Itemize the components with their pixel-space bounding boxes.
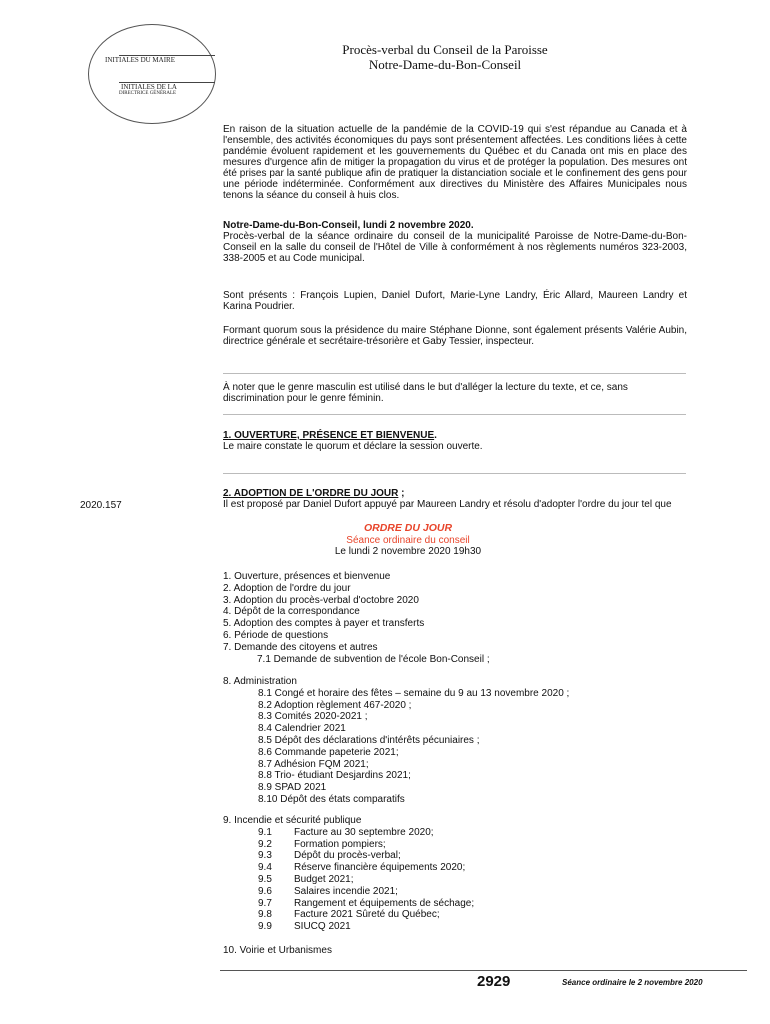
agenda-subitem: 8.4 Calendrier 2021 bbox=[258, 723, 346, 735]
divider bbox=[223, 414, 686, 415]
title-line-2: Notre-Dame-du-Bon-Conseil bbox=[368, 57, 522, 72]
agenda-subitem bbox=[223, 839, 474, 851]
agenda-section-title: 9. Incendie et sécurité publique bbox=[223, 815, 362, 826]
agenda-subitem-number: 9.6 bbox=[258, 885, 272, 897]
agenda-subitem-label: Réserve financière équipements 2020; bbox=[294, 862, 466, 874]
agenda-list-1 bbox=[223, 571, 490, 665]
agenda-subitem: 8.3 Comités 2020-2021 ; bbox=[258, 711, 368, 723]
agenda-subitem-label: Facture au 30 septembre 2020; bbox=[294, 826, 434, 838]
agenda-subitem: 7.1 Demande de subvention de l'école Bon-Conseil ; bbox=[257, 653, 490, 665]
session-block bbox=[223, 220, 687, 264]
page-title bbox=[300, 42, 590, 72]
agenda-subitem: 8.7 Adhésion FQM 2021; bbox=[258, 758, 369, 770]
divider bbox=[223, 473, 686, 474]
section-2-text: Il est proposé par Daniel Dufort appuyé par Maureen Landry et résolu d'adopter l'ordre du jour tel que bbox=[223, 499, 672, 510]
agenda-subitem-number: 9.1 bbox=[258, 826, 272, 838]
intro-paragraph: En raison de la situation actuelle de la pandémie de la COVID-19 qui s'est répandue au Canada et à l'ensemble, des activités économiques du pays sont présentement affectées. Les conditions liées à cette pandémie évoluent rapidement et les gouvernements du Québec et du Canada ont mis en place des mesures d'urgence afin de mitiger la propagation du virus et de protéger la population. Des mesures ont été prises par la santé publique afin de pratiquer la distanciation sociale et le confinement des gens pour une période indéterminée. Conformément aux directives du Ministère des Affaires Municipales nous tenons la séance du conseil à huis clos. bbox=[223, 124, 687, 201]
agenda-subitem bbox=[223, 874, 474, 886]
agenda-subitem-label: Rangement et équipements de séchage; bbox=[294, 897, 475, 909]
agenda-subitem bbox=[223, 862, 474, 874]
session-heading: Notre-Dame-du-Bon-Conseil, lundi 2 novembre 2020. bbox=[223, 220, 474, 231]
agenda-subitem: 8.2 Adoption règlement 467-2020 ; bbox=[258, 699, 412, 711]
agenda-subitem-label: Dépôt du procès-verbal; bbox=[294, 850, 401, 862]
dg-initials-label-2: DIRECTRICE GÉNÉRALE bbox=[119, 91, 177, 96]
agenda-subitem-number: 9.5 bbox=[258, 873, 272, 885]
page-number: 2929 bbox=[477, 973, 511, 990]
agenda-subitem bbox=[223, 898, 474, 910]
section-2: 2. ADOPTION DE L'ORDRE DU JOUR ; Il est proposé par Daniel Dufort appuyé par Maureen Landry et résolu d'adopter l'ordre du jour tel que bbox=[223, 488, 687, 510]
divider bbox=[223, 373, 686, 374]
agenda-subitem-number: 9.7 bbox=[258, 897, 272, 909]
agenda-subitem: 8.1 Congé et horaire des fêtes – semaine du 9 au 13 novembre 2020 ; bbox=[258, 687, 570, 699]
agenda-item: 5. Adoption des comptes à payer et transferts bbox=[223, 618, 425, 630]
agenda-subitem-number: 9.4 bbox=[258, 862, 272, 874]
agenda-section-title: 10. Voirie et Urbanismes bbox=[223, 945, 332, 956]
agenda-subitem bbox=[223, 886, 474, 898]
section-1-title: 1. OUVERTURE, PRÉSENCE ET BIENVENUE bbox=[223, 430, 435, 441]
agenda-subitem-number: 9.3 bbox=[258, 850, 272, 862]
mayor-initials-label: INITIALES DU MAIRE bbox=[105, 56, 175, 64]
agenda-subitem-label: Facture 2021 Sûreté du Québec; bbox=[294, 909, 440, 921]
gender-note: À noter que le genre masculin est utilisé dans le but d'alléger la lecture du texte, et ce, sans discrimination pour le genre féminin. bbox=[223, 382, 628, 404]
agenda-subtitle: Séance ordinaire du conseil bbox=[346, 534, 470, 546]
agenda-item: 6. Période de questions bbox=[223, 629, 329, 641]
agenda-subitem-number: 9.9 bbox=[258, 921, 272, 933]
section-2-title: 2. ADOPTION DE L'ORDRE DU JOUR bbox=[223, 488, 399, 499]
resolution-number: 2020.157 bbox=[80, 500, 122, 511]
footer-divider bbox=[220, 970, 747, 971]
agenda-date: Le lundi 2 novembre 2020 19h30 bbox=[334, 546, 482, 557]
section-1-text: Le maire constate le quorum et déclare la session ouverte. bbox=[223, 441, 483, 452]
agenda-incendie bbox=[223, 815, 474, 933]
agenda-item: 3. Adoption du procès-verbal d'octobre 2020 bbox=[223, 594, 419, 606]
agenda-subitem: 8.6 Commande papeterie 2021; bbox=[258, 746, 399, 758]
agenda-title: ORDRE DU JOUR bbox=[363, 522, 453, 534]
agenda-subitem bbox=[223, 827, 474, 839]
agenda-subitem-label: Budget 2021; bbox=[294, 873, 354, 885]
agenda-item: 2. Adoption de l'ordre du jour bbox=[223, 582, 351, 594]
agenda-item: 1. Ouverture, présences et bienvenue bbox=[223, 571, 391, 582]
agenda-subitem bbox=[223, 909, 474, 921]
session-text: Procès-verbal de la séance ordinaire du conseil de la municipalité Paroisse de Notre-Dame-du-Bon-Conseil en la salle du conseil de l'Hôtel de Ville à conformément à nos règlements numéros 323-2003, 338-2005 et au Code municipal. bbox=[223, 231, 687, 264]
dg-initials-label-1: INITIALES DE LA bbox=[121, 83, 177, 91]
agenda-item: 7. Demande des citoyens et autres bbox=[223, 641, 378, 653]
presents-paragraph: Sont présents : François Lupien, Daniel Dufort, Marie-Lyne Landry, Éric Allard, Maureen Landry et Karina Poudrier. bbox=[223, 290, 687, 312]
title-line-1: Procès-verbal du Conseil de la Paroisse bbox=[342, 42, 548, 57]
agenda-section-title: 8. Administration bbox=[223, 676, 297, 687]
agenda-subitem: 8.10 Dépôt des états comparatifs bbox=[258, 793, 405, 805]
agenda-subitem: 8.9 SPAD 2021 bbox=[258, 782, 327, 794]
agenda-administration bbox=[223, 676, 569, 806]
section-1: 1. OUVERTURE, PRÉSENCE ET BIENVENUE. Le maire constate le quorum et déclare la session ouverte. bbox=[223, 430, 687, 452]
agenda-subitem-label: Formation pompiers; bbox=[294, 838, 386, 850]
agenda-subitem-label: SIUCQ 2021 bbox=[294, 921, 351, 933]
quorum-paragraph: Formant quorum sous la présidence du maire Stéphane Dionne, sont également présents Valérie Aubin, directrice générale et secrétaire-trésorière et Gaby Tessier, inspecteur. bbox=[223, 325, 687, 347]
agenda-subitem: 8.8 Trio- étudiant Desjardins 2021; bbox=[258, 770, 411, 782]
agenda-subitem: 8.5 Dépôt des déclarations d'intérêts pécuniaires ; bbox=[258, 734, 480, 746]
agenda-subitem-label: Salaires incendie 2021; bbox=[294, 885, 398, 897]
agenda-header bbox=[223, 523, 593, 558]
initials-seal bbox=[88, 24, 216, 124]
agenda-voirie bbox=[223, 945, 332, 957]
agenda-subitem bbox=[223, 921, 474, 933]
agenda-item: 4. Dépôt de la correspondance bbox=[223, 606, 360, 618]
agenda-subitem-number: 9.8 bbox=[258, 909, 272, 921]
agenda-subitem bbox=[223, 850, 474, 862]
agenda-subitem-number: 9.2 bbox=[258, 838, 272, 850]
footer-label: Séance ordinaire le 2 novembre 2020 bbox=[562, 978, 703, 987]
